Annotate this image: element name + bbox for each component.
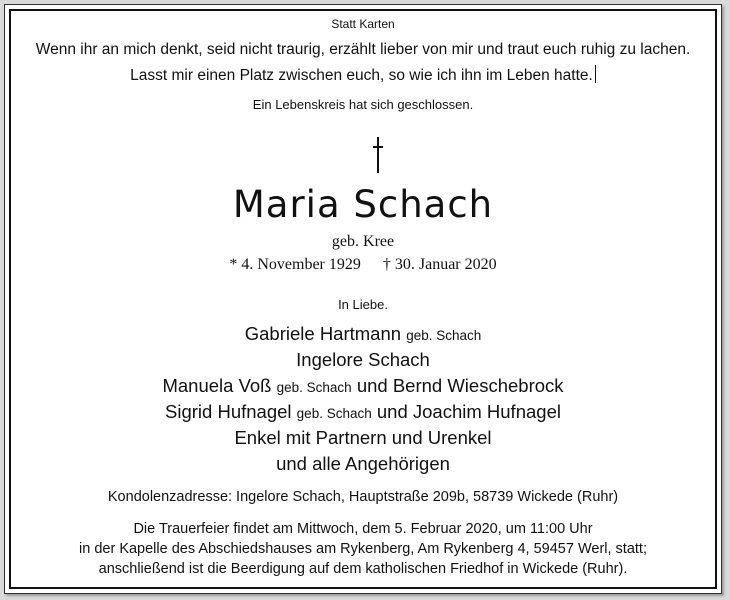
mourner-partner: und Bernd Wieschebrock: [356, 375, 564, 396]
mourner-line: [11, 323, 715, 345]
condolence-address: Kondolenzadresse: Ingelore Schach, Hauptstraße 209b, 58739 Wickede (Ruhr): [107, 489, 619, 505]
mourner-line: [11, 349, 715, 371]
mourner-name: Gabriele Hartmann: [244, 323, 402, 344]
mourner-name: Ingelore Schach: [296, 349, 430, 370]
mourner-line: [11, 401, 715, 423]
mourner-name: Enkel mit Partnern und Urenkel: [234, 427, 492, 448]
deceased-name: Maria Schach: [232, 183, 494, 226]
birth-date: * 4. November 1929: [229, 256, 361, 273]
mourner-geb: geb. Schach: [276, 380, 352, 395]
mourner-line: [11, 375, 715, 397]
service-line-1: Die Trauerfeier findet am Mittwoch, dem 5. Februar 2020, um 11:00 Uhr: [133, 521, 593, 537]
mourner-name: Sigrid Hufnagel: [165, 401, 292, 422]
service-line-2: in der Kapelle des Abschiedshauses am Rykenberg, Am Rykenberg 4, 59457 Werl, statt;: [79, 541, 647, 557]
mourner-name: und alle Angehörigen: [276, 453, 450, 474]
mourner-geb: geb. Schach: [296, 406, 372, 421]
obituary-card: [4, 4, 722, 594]
mourner-name: Manuela Voß: [162, 375, 272, 396]
mourner-line: [11, 427, 715, 449]
life-dates: [11, 256, 715, 274]
mourner-line: [11, 453, 715, 475]
latin-cross-icon: [373, 137, 383, 173]
text-cursor: [595, 65, 596, 83]
mourner-geb: geb. Schach: [406, 328, 482, 343]
maiden-name: geb. Kree: [331, 233, 395, 250]
header-statt-karten: Statt Karten: [331, 17, 395, 31]
quote-line-1: Wenn ihr an mich denkt, seid nicht traurig, erzählt lieber von mir und traut euch ruhig zu lachen.: [35, 41, 691, 58]
circle-line: Ein Lebenskreis hat sich geschlossen.: [252, 97, 474, 112]
quote-line-2: [11, 65, 715, 85]
mourner-partner: und Joachim Hufnagel: [376, 401, 561, 422]
obituary-frame: [9, 9, 717, 589]
in-love-line: In Liebe.: [338, 297, 388, 312]
death-date: † 30. Januar 2020: [382, 256, 497, 273]
service-line-3: anschließend ist die Beerdigung auf dem katholischen Friedhof in Wickede (Ruhr).: [98, 561, 628, 577]
quote-line-2-text: Lasst mir einen Platz zwischen euch, so wie ich ihn im Leben hatte.: [130, 67, 593, 84]
